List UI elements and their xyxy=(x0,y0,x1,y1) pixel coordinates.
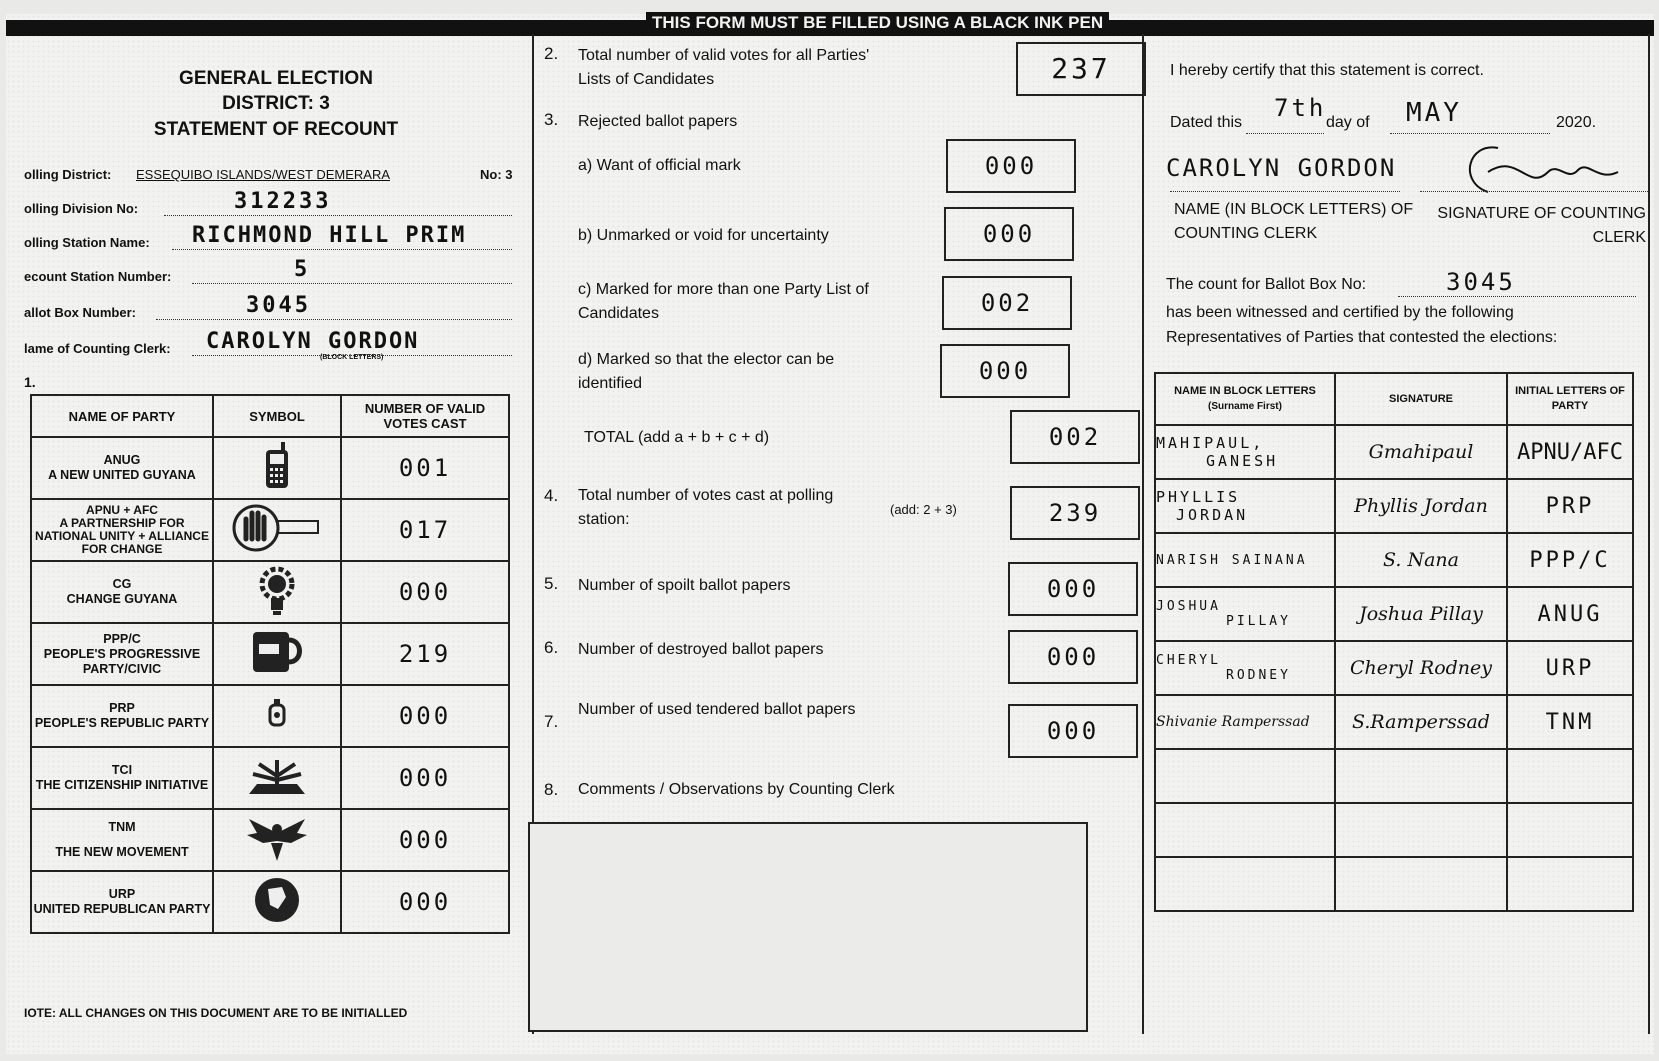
recount-station-field xyxy=(24,256,514,286)
party-representatives-table xyxy=(1154,372,1634,912)
party-full-name: THE NEW MOVEMENT xyxy=(55,845,189,859)
cellphone-icon xyxy=(213,437,341,499)
item-7-label: Number of used tendered ballot papers xyxy=(578,701,856,718)
rep-first-name: JOSHUA xyxy=(1156,599,1221,614)
table-row xyxy=(1155,749,1633,803)
total-box: 002 xyxy=(1010,410,1140,464)
col-signature: SIGNATURE xyxy=(1335,373,1507,425)
rep-surname: PILLAY xyxy=(1226,614,1291,629)
rep-first-name: CHERYL xyxy=(1156,653,1221,668)
rep-table-header xyxy=(1155,373,1633,425)
col-valid-votes: NUMBER OF VALID VOTES CAST xyxy=(341,395,509,437)
rep-name: Shivanie Ramperssad xyxy=(1156,714,1310,730)
divider-right xyxy=(1142,34,1144,1034)
item-8-number: 8. xyxy=(544,780,559,799)
rep-party-initials: URP xyxy=(1507,641,1633,695)
ballot-box-value: 3045 xyxy=(246,293,311,318)
witnessed-line-2: Representatives of Parties that contested the elections: xyxy=(1166,329,1558,346)
changes-note: IOTE: ALL CHANGES ON THIS DOCUMENT ARE TO BE INITIALLED xyxy=(24,1006,408,1020)
polling-district-value: ESSEQUIBO ISLANDS/WEST DEMERARA xyxy=(136,167,391,182)
party-votes: 000 xyxy=(341,809,509,871)
party-votes: 219 xyxy=(341,623,509,685)
item-3c-box: 002 xyxy=(942,276,1072,330)
item-3b-label: b) Unmarked or void for uncertainty xyxy=(578,227,829,244)
item-3a-label: a) Want of official mark xyxy=(578,157,741,174)
party-votes: 000 xyxy=(341,685,509,747)
recount-station-value: 5 xyxy=(294,257,311,282)
polling-district-label: olling District: xyxy=(24,167,112,182)
polling-district-number: No: 3 xyxy=(480,167,513,182)
recount-station-label: ecount Station Number: xyxy=(24,269,172,284)
col-initial-letters: INITIAL LETTERS OF PARTY xyxy=(1507,373,1633,425)
item-5-number: 5. xyxy=(544,574,559,593)
destroyed-box: 000 xyxy=(1008,630,1138,684)
counting-clerk-field xyxy=(24,324,514,358)
rep-party-initials: TNM xyxy=(1507,695,1633,749)
party-full-name: PEOPLE'S REPUBLIC PARTY xyxy=(34,716,210,730)
polling-district-field xyxy=(24,154,514,184)
item-7-number: 7. xyxy=(544,712,559,731)
form-instruction: THIS FORM MUST BE FILLED USING A BLACK INK PEN xyxy=(646,12,1109,34)
item-3d-label: d) Marked so that the elector can be identified xyxy=(578,351,835,392)
rep-signature: Cheryl Rodney xyxy=(1335,641,1507,695)
polling-division-label: olling Division No: xyxy=(24,201,139,216)
tendered-box: 000 xyxy=(1008,704,1138,758)
col-symbol: SYMBOL xyxy=(213,395,341,437)
block-letters-note: (BLOCK LETTERS) xyxy=(320,354,384,361)
item-2-label: Total number of valid votes for all Parties' Lists of Candidates xyxy=(578,47,870,88)
col-name-sub: (Surname First) xyxy=(1208,401,1282,412)
polling-station-label: olling Station Name: xyxy=(24,235,150,250)
spoilt-box: 000 xyxy=(1008,562,1138,616)
clerk-signature-label: SIGNATURE OF COUNTING CLERK xyxy=(1437,205,1646,246)
party-votes-table xyxy=(30,394,510,934)
table-row xyxy=(31,871,509,933)
rep-signature: S. Nana xyxy=(1335,533,1507,587)
map-silhouette-icon xyxy=(213,871,341,933)
statement-title: STATEMENT OF RECOUNT xyxy=(153,119,399,140)
party-full-name: UNITED REPUBLICAN PARTY xyxy=(33,902,211,916)
party-abbr: PPP/C xyxy=(103,631,141,646)
item-3-number: 3. xyxy=(544,110,559,129)
rep-first-name: GANESH xyxy=(1206,452,1279,470)
certify-statement: I hereby certify that this statement is correct. xyxy=(1170,62,1484,79)
date-day-value: 7th xyxy=(1274,94,1327,122)
table-row xyxy=(1155,479,1633,533)
table-row xyxy=(31,747,509,809)
rep-surname: MAHIPAUL, xyxy=(1156,434,1265,452)
party-full-name: THE CITIZENSHIP INITIATIVE xyxy=(35,778,209,792)
rep-signature: Phyllis Jordan xyxy=(1335,479,1507,533)
count-ballot-box-label: The count for Ballot Box No: xyxy=(1166,276,1367,293)
table-row xyxy=(1155,533,1633,587)
polling-division-field xyxy=(24,186,514,218)
comments-box xyxy=(528,822,1088,1032)
clerk-name-label: NAME (IN BLOCK LETTERS) OF COUNTING CLERK xyxy=(1174,201,1414,242)
item-3a-box: 000 xyxy=(946,139,1076,193)
party-table-header xyxy=(31,395,509,437)
party-abbr: CG xyxy=(112,577,132,591)
table-row xyxy=(31,499,509,561)
counting-clerk-value: CAROLYN GORDON xyxy=(206,329,420,354)
counting-clerk-label: lame of Counting Clerk: xyxy=(24,341,171,356)
date-month-value: MAY xyxy=(1406,98,1462,128)
table-row xyxy=(31,437,509,499)
table-row xyxy=(31,809,509,871)
party-votes: 000 xyxy=(341,871,509,933)
item-6-number: 6. xyxy=(544,638,559,657)
table-row xyxy=(31,685,509,747)
party-full-name: A PARTNERSHIP FOR NATIONAL UNITY + ALLIANCE FOR CHANGE xyxy=(35,516,209,556)
party-abbr: APNU + AFC xyxy=(86,503,158,517)
party-votes: 000 xyxy=(341,747,509,809)
party-full-name: PEOPLE'S PROGRESSIVE PARTY/CIVIC xyxy=(43,646,201,676)
lightbulb-gear-icon xyxy=(213,561,341,623)
rep-party-initials: ANUG xyxy=(1507,587,1633,641)
clerk-name-value: CAROLYN GORDON xyxy=(1166,154,1397,182)
rep-party-initials: APNU/AFC xyxy=(1507,425,1633,479)
rep-signature: Gmahipaul xyxy=(1335,425,1507,479)
cup-icon xyxy=(213,623,341,685)
statement-of-recount-form xyxy=(6,14,1654,1054)
party-votes: 000 xyxy=(341,561,509,623)
election-title: GENERAL ELECTION xyxy=(179,68,373,89)
item-5-label: Number of spoilt ballot papers xyxy=(578,577,791,594)
party-abbr: ANUG xyxy=(103,453,141,467)
polling-station-field xyxy=(24,220,514,252)
rep-surname: PHYLLIS xyxy=(1156,488,1241,506)
item-8-label: Comments / Observations by Counting Clerk xyxy=(578,781,895,798)
item-3-label: Rejected ballot papers xyxy=(578,113,738,130)
party-abbr: TNM xyxy=(108,820,136,834)
rep-signature: Joshua Pillay xyxy=(1335,587,1507,641)
count-ballot-box-value: 3045 xyxy=(1446,268,1516,296)
section-marker: 1. xyxy=(24,374,36,390)
eagle-icon xyxy=(213,809,341,871)
table-row xyxy=(1155,425,1633,479)
clerk-signature xyxy=(1458,142,1628,207)
party-full-name: CHANGE GUYANA xyxy=(66,592,178,606)
item-3d-box: 000 xyxy=(940,344,1070,398)
polling-station-value: RICHMOND HILL PRIM xyxy=(192,223,467,248)
party-abbr: TCI xyxy=(111,763,133,777)
col-name-of-party: NAME OF PARTY xyxy=(31,395,213,437)
district-title: DISTRICT: 3 xyxy=(222,93,330,114)
rep-surname: RODNEY xyxy=(1226,668,1291,683)
item-6-label: Number of destroyed ballot papers xyxy=(578,641,824,658)
item-4-hint: (add: 2 + 3) xyxy=(890,502,957,517)
rep-signature: S.Ramperssad xyxy=(1335,695,1507,749)
item-4-label: Total number of votes cast at polling station: xyxy=(578,487,834,528)
col-name-block-letters: NAME IN BLOCK LETTERS xyxy=(1174,385,1316,397)
table-row xyxy=(1155,641,1633,695)
table-row xyxy=(1155,803,1633,857)
item-2-number: 2. xyxy=(544,44,559,63)
divider-edge xyxy=(1648,34,1650,1034)
dated-this-label: Dated this xyxy=(1170,114,1243,131)
lantern-icon xyxy=(213,685,341,747)
rep-party-initials: PPP/C xyxy=(1507,533,1633,587)
hand-and-key-icon xyxy=(213,499,341,561)
total-label: TOTAL (add a + b + c + d) xyxy=(584,429,770,446)
table-row xyxy=(1155,857,1633,911)
table-row xyxy=(1155,587,1633,641)
table-row xyxy=(1155,695,1633,749)
rep-first-name: JORDAN xyxy=(1176,506,1249,524)
party-votes: 001 xyxy=(341,437,509,499)
table-row xyxy=(31,623,509,685)
plant-icon xyxy=(213,747,341,809)
polling-division-value: 312233 xyxy=(234,189,332,214)
day-of-label: day of xyxy=(1326,114,1370,131)
valid-votes-box: 237 xyxy=(1016,42,1146,96)
party-votes: 017 xyxy=(341,499,509,561)
party-abbr: PRP xyxy=(109,701,135,715)
total-cast-box: 239 xyxy=(1010,486,1140,540)
table-row xyxy=(31,561,509,623)
rep-name: NARISH SAINANA xyxy=(1156,552,1308,568)
ballot-box-field xyxy=(24,290,514,322)
item-3c-label: c) Marked for more than one Party List of Candidates xyxy=(578,281,869,322)
ballot-box-label: allot Box Number: xyxy=(24,305,136,320)
item-4-number: 4. xyxy=(544,486,559,505)
party-full-name: A NEW UNITED GUYANA xyxy=(48,468,196,482)
witnessed-line-1: has been witnessed and certified by the following xyxy=(1166,304,1514,321)
rep-party-initials: PRP xyxy=(1507,479,1633,533)
date-year: 2020. xyxy=(1556,114,1597,131)
party-abbr: URP xyxy=(108,887,136,901)
item-3b-box: 000 xyxy=(944,207,1074,261)
